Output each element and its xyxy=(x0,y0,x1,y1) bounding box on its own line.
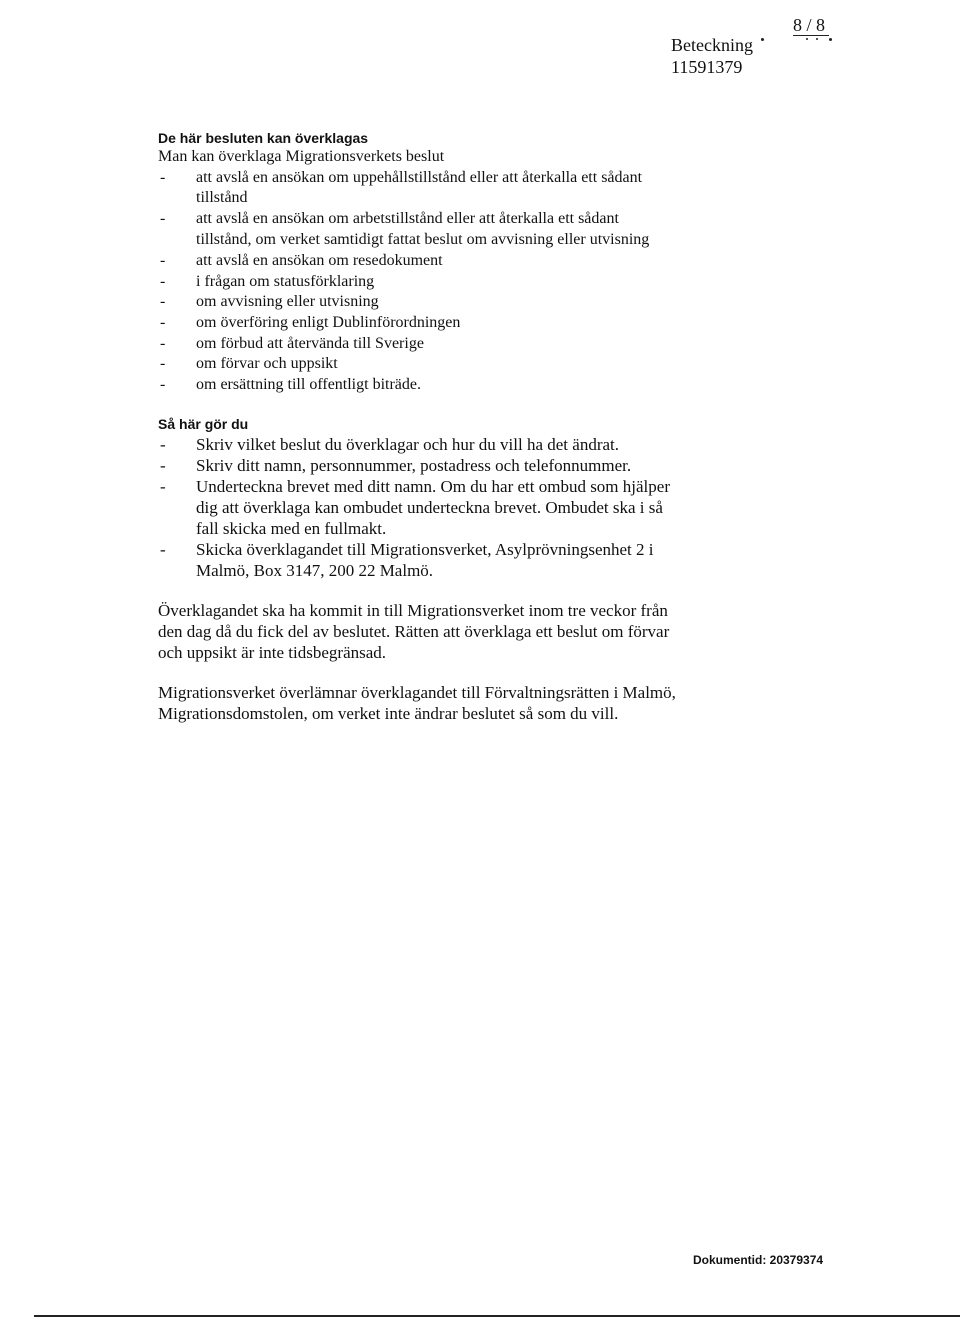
list-item-line: om överföring enligt Dublinförordningen xyxy=(196,314,461,331)
paragraph-line: Överklagandet ska ha kommit in till Migrationsverket inom tre veckor från xyxy=(158,601,668,620)
page-indicator-underline xyxy=(793,35,829,36)
list-bullet: - xyxy=(160,273,166,290)
section-heading-appealable: De här besluten kan överklagas xyxy=(158,130,369,146)
paragraph-line: och uppsikt är inte tidsbegränsad. xyxy=(158,643,387,662)
list-item-line: fall skicka med en fullmakt. xyxy=(196,519,387,538)
scan-speck xyxy=(816,38,818,40)
page-indicator: 8 / 8 xyxy=(793,15,826,35)
list-bullet: - xyxy=(160,335,166,352)
list-item-line: tillstånd xyxy=(196,189,248,206)
list-bullet: - xyxy=(160,376,166,393)
reference-label: Beteckning xyxy=(671,35,753,55)
list-item-line: Skriv vilket beslut du överklagar och hur du vill ha det ändrat. xyxy=(196,435,620,454)
list-bullet: - xyxy=(160,477,166,496)
footer-rule xyxy=(34,1315,960,1317)
list-item-line: dig att överklaga kan ombudet underteckna brevet. Ombudet ska i så xyxy=(196,498,663,517)
list-item-line: Malmö, Box 3147, 200 22 Malmö. xyxy=(196,561,434,580)
list-bullet: - xyxy=(160,355,166,372)
list-item-line: om avvisning eller utvisning xyxy=(196,293,379,310)
list-item-line: om ersättning till offentligt biträde. xyxy=(196,376,421,393)
list-bullet: - xyxy=(160,314,166,331)
list-item-line: att avslå en ansökan om resedokument xyxy=(196,252,443,269)
section-heading-howto: Så här gör du xyxy=(158,416,249,432)
reference-number: 11591379 xyxy=(671,57,743,77)
scan-speck xyxy=(806,38,808,40)
list-item-line: i frågan om statusförklaring xyxy=(196,273,375,290)
paragraph-line: den dag då du fick del av beslutet. Rätten att överklaga ett beslut om förvar xyxy=(158,622,670,641)
list-item-line: om förvar och uppsikt xyxy=(196,355,338,372)
list-item-line: Skicka överklagandet till Migrationsverket, Asylprövningsenhet 2 i xyxy=(196,540,654,559)
list-bullet: - xyxy=(160,293,166,310)
appeal-intro: Man kan överklaga Migrationsverkets beslut xyxy=(158,148,445,165)
list-item-line: Underteckna brevet med ditt namn. Om du har ett ombud som hjälper xyxy=(196,477,670,496)
list-item-line: att avslå en ansökan om uppehållstillstånd eller att återkalla ett sådant xyxy=(196,169,643,186)
list-item-line: Skriv ditt namn, personnummer, postadress och telefonnummer. xyxy=(196,456,632,475)
list-bullet: - xyxy=(160,210,166,227)
list-bullet: - xyxy=(160,540,166,559)
scan-speck xyxy=(829,38,832,41)
scan-speck xyxy=(761,38,764,41)
list-item-line: att avslå en ansökan om arbetstillstånd eller att återkalla ett sådant xyxy=(196,210,619,227)
paragraph-line: Migrationsdomstolen, om verket inte ändrar beslutet så som du vill. xyxy=(158,704,619,723)
list-bullet: - xyxy=(160,435,166,454)
list-item-line: tillstånd, om verket samtidigt fattat beslut om avvisning eller utvisning xyxy=(196,231,650,248)
list-bullet: - xyxy=(160,169,166,186)
paragraph-line: Migrationsverket överlämnar överklagandet till Förvaltningsrätten i Malmö, xyxy=(158,683,676,702)
list-bullet: - xyxy=(160,456,166,475)
document-id: Dokumentid: 20379374 xyxy=(693,1253,824,1267)
list-item-line: om förbud att återvända till Sverige xyxy=(196,335,424,352)
list-bullet: - xyxy=(160,252,166,269)
